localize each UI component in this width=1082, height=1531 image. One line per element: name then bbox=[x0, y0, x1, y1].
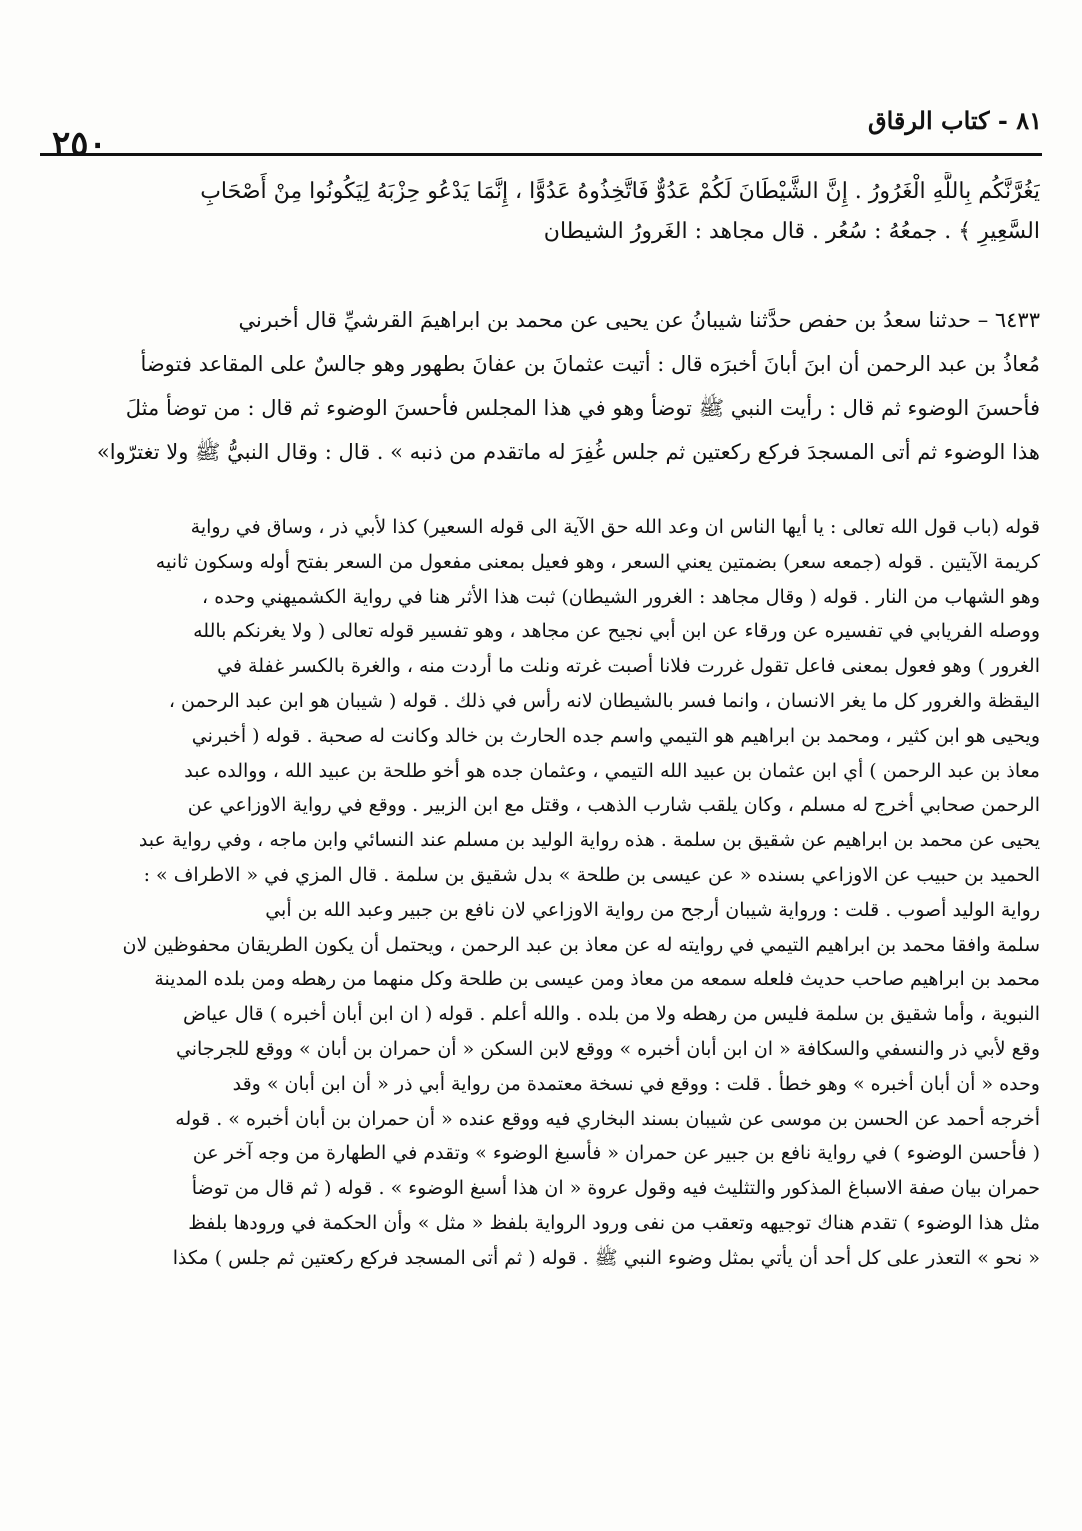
commentary-line: وهو الشهاب من النار . قوله ( وقال مجاهد : الغرور الشيطان) ثبت هذا الأثر هنا في رواية الكشميهني وحده ، bbox=[202, 585, 1040, 608]
commentary-line: يحيى عن محمد بن ابراهيم عن شقيق بن سلمة . هذه رواية الوليد بن مسلم عند النسائي وابن ماجه ، وفي رواية عبد bbox=[138, 829, 1040, 852]
chapter-title: ٨١ - كتاب الرقاق bbox=[867, 106, 1042, 135]
commentary-line: قوله (باب قول الله تعالى : يا أيها الناس ان وعد الله حق الآية الى قوله السعير) كذا لأبي ذر ، وساق في رواية bbox=[190, 516, 1040, 538]
verse-line: يَغُرَّنَّكُم بِاللَّهِ الْغَرُورُ . إِنَّ الشَّيْطَانَ لَكُمْ عَدُوٌّ فَاتَّخِذُوهُ عَدُوًّا ، إِنَّمَا يَدْعُو حِزْبَهُ لِيَكُونُوا مِنْ أَصْحَابِ bbox=[200, 179, 1040, 204]
commentary-line: وقع لأبي ذر والنسفي والسكافة « ان ابن أبان أخبره » ووقع لابن السكن « أن حمران بن أبان » ووقع للجرجاني bbox=[175, 1037, 1040, 1060]
commentary-line: ويحيى هو ابن كثير ، ومحمد بن ابراهيم هو التيمي واسم جده الحارث بن خالد وكانت له صحبة . قوله ( أخبرني bbox=[191, 724, 1040, 747]
commentary-line: ووصله الفريابي في تفسيره عن ورقاء عن ابن أبي نجيح عن مجاهد ، وهو تفسير قوله تعالى ( ولا يغرنكم بالله bbox=[193, 620, 1040, 643]
commentary-line: حمران بيان صفة الاسباغ المذكور والتثليث فيه وقول عروة « ان هذا أسبغ الوضوء » . قوله ( ثم قال من توضأ bbox=[191, 1177, 1040, 1200]
commentary-line: الحميد بن حبيب عن الاوزاعي بسنده « عن عيسى بن طلحة » بدل شقيق بن سلمة . قال المزي في « الاطراف » : bbox=[143, 863, 1040, 886]
commentary-line: رواية الوليد أصوب . قلت : ورواية شيبان أرجح من رواية الاوزاعي لان نافع بن جبير وعبد الله بن أبي bbox=[265, 898, 1040, 921]
commentary-block bbox=[42, 510, 1040, 1276]
page-number: ٢٥٠ bbox=[52, 124, 107, 164]
commentary-line: الغرور ) وهو فعول بمعنى فاعل تقول غررت فلانا أصبت غرته ونلت ما أردت منه ، والغرة بالكسر غفلة في bbox=[217, 655, 1040, 678]
commentary-line: محمد بن ابراهيم صاحب حديث فلعله سمعه من معاذ ومن عيسى بن طلحة وكل منهما من رهطه ومن بلده المدينة bbox=[154, 968, 1040, 991]
commentary-line: مثل هذا الوضوء ) تقدم هناك توجيهه وتعقب من نفى ورود الرواية بلفظ « مثل » وأن الحكمة في ورودها بلفظ bbox=[188, 1211, 1040, 1234]
commentary-line: « نحو » التعذر على كل أحد أن يأتي بمثل وضوء النبي ﷺ . قوله ( ثم أتى المسجد فركع ركعتين ثم جلس ) مكذا bbox=[172, 1246, 1040, 1269]
commentary-line: الرحمن صحابي أخرج له مسلم ، وكان يلقب شارب الذهب ، وقتل مع ابن الزبير . ووقع في رواية الاوزاعي عن bbox=[187, 794, 1040, 817]
header-rule bbox=[40, 153, 1042, 156]
hadith-line: ٦٤٣٣ – حدثنا سعدُ بن حفص حدَّثنا شيبانُ عن يحيى عن محمد بن ابراهيمَ القرشيِّ قال أخبرني bbox=[238, 308, 1040, 332]
commentary-line: ( فأحسن الوضوء ) في رواية نافع بن جبير عن حمران « فأسبغ الوضوء » وتقدم في الطهارة من وجه آخر عن bbox=[192, 1142, 1040, 1165]
commentary-line: سلمة وافقا محمد بن ابراهيم التيمي في روايته له عن معاذ بن عبد الرحمن ، ويحتمل أن يكون الطريقان محفوظين لان bbox=[122, 933, 1040, 956]
hadith-block bbox=[42, 298, 1040, 474]
commentary-line: أخرجه أحمد عن الحسن بن موسى عن شيبان بسند البخاري فيه ووقع عنده « أن حمران بن أبان أخبره » . قوله bbox=[175, 1107, 1040, 1130]
hadith-line: فأحسنَ الوضوء ثم قال : رأيت النبي ﷺ توضأ وهو في هذا المجلس فأحسنَ الوضوء ثم قال : من توضأ مثلَ bbox=[125, 396, 1040, 420]
hadith-line: هذا الوضوء ثم أتى المسجدَ فركع ركعتين ثم جلس غُفِرَ له ماتقدم من ذنبه » . قال : وقال النبيُّ ﷺ ولا تغترّوا» bbox=[96, 440, 1040, 464]
commentary-line: وحده « أن أبان أخبره » وهو خطأ . قلت : ووقع في نسخة معتمدة من رواية أبي ذر « أن ابن أبان » وقد bbox=[232, 1072, 1040, 1095]
hadith-line: مُعاذُ بن عبد الرحمن أن ابنَ أبانَ أخبرَه قال : أتيت عثمانَ بن عفانَ بطهور وهو جالسٌ على المقاعد فتوضأ bbox=[140, 352, 1040, 376]
commentary-line: النبوية ، وأما شقيق بن سلمة فليس من رهطه ولا من بلده . والله أعلم . قوله ( ان ابن أبان أخبره ) قال عياض bbox=[183, 1003, 1040, 1026]
commentary-line: معاذ بن عبد الرحمن ) أي ابن عثمان بن عبيد الله التيمي ، وعثمان جده هو أخو طلحة بن عبيد الله ، ووالده عبد bbox=[184, 759, 1040, 782]
verse-block bbox=[42, 172, 1040, 252]
commentary-line: كريمة الآيتين . قوله (جمعه سعر) بضمتين يعني السعر ، وهو فعيل بمعنى مفعول من السعر بفتح أوله وسكون ثانيه bbox=[155, 550, 1040, 573]
commentary-line: اليقظة والغرور كل ما يغر الانسان ، وانما فسر بالشيطان لانه رأس في ذلك . قوله ( شيبان هو ابن عبد الرحمن ، bbox=[168, 689, 1040, 712]
verse-line: السَّعِيرِ ﴾ . جمعُهُ : سُعُر . قال مجاهد : الغَرورُ الشيطان bbox=[543, 219, 1040, 244]
page-header bbox=[40, 100, 1042, 164]
